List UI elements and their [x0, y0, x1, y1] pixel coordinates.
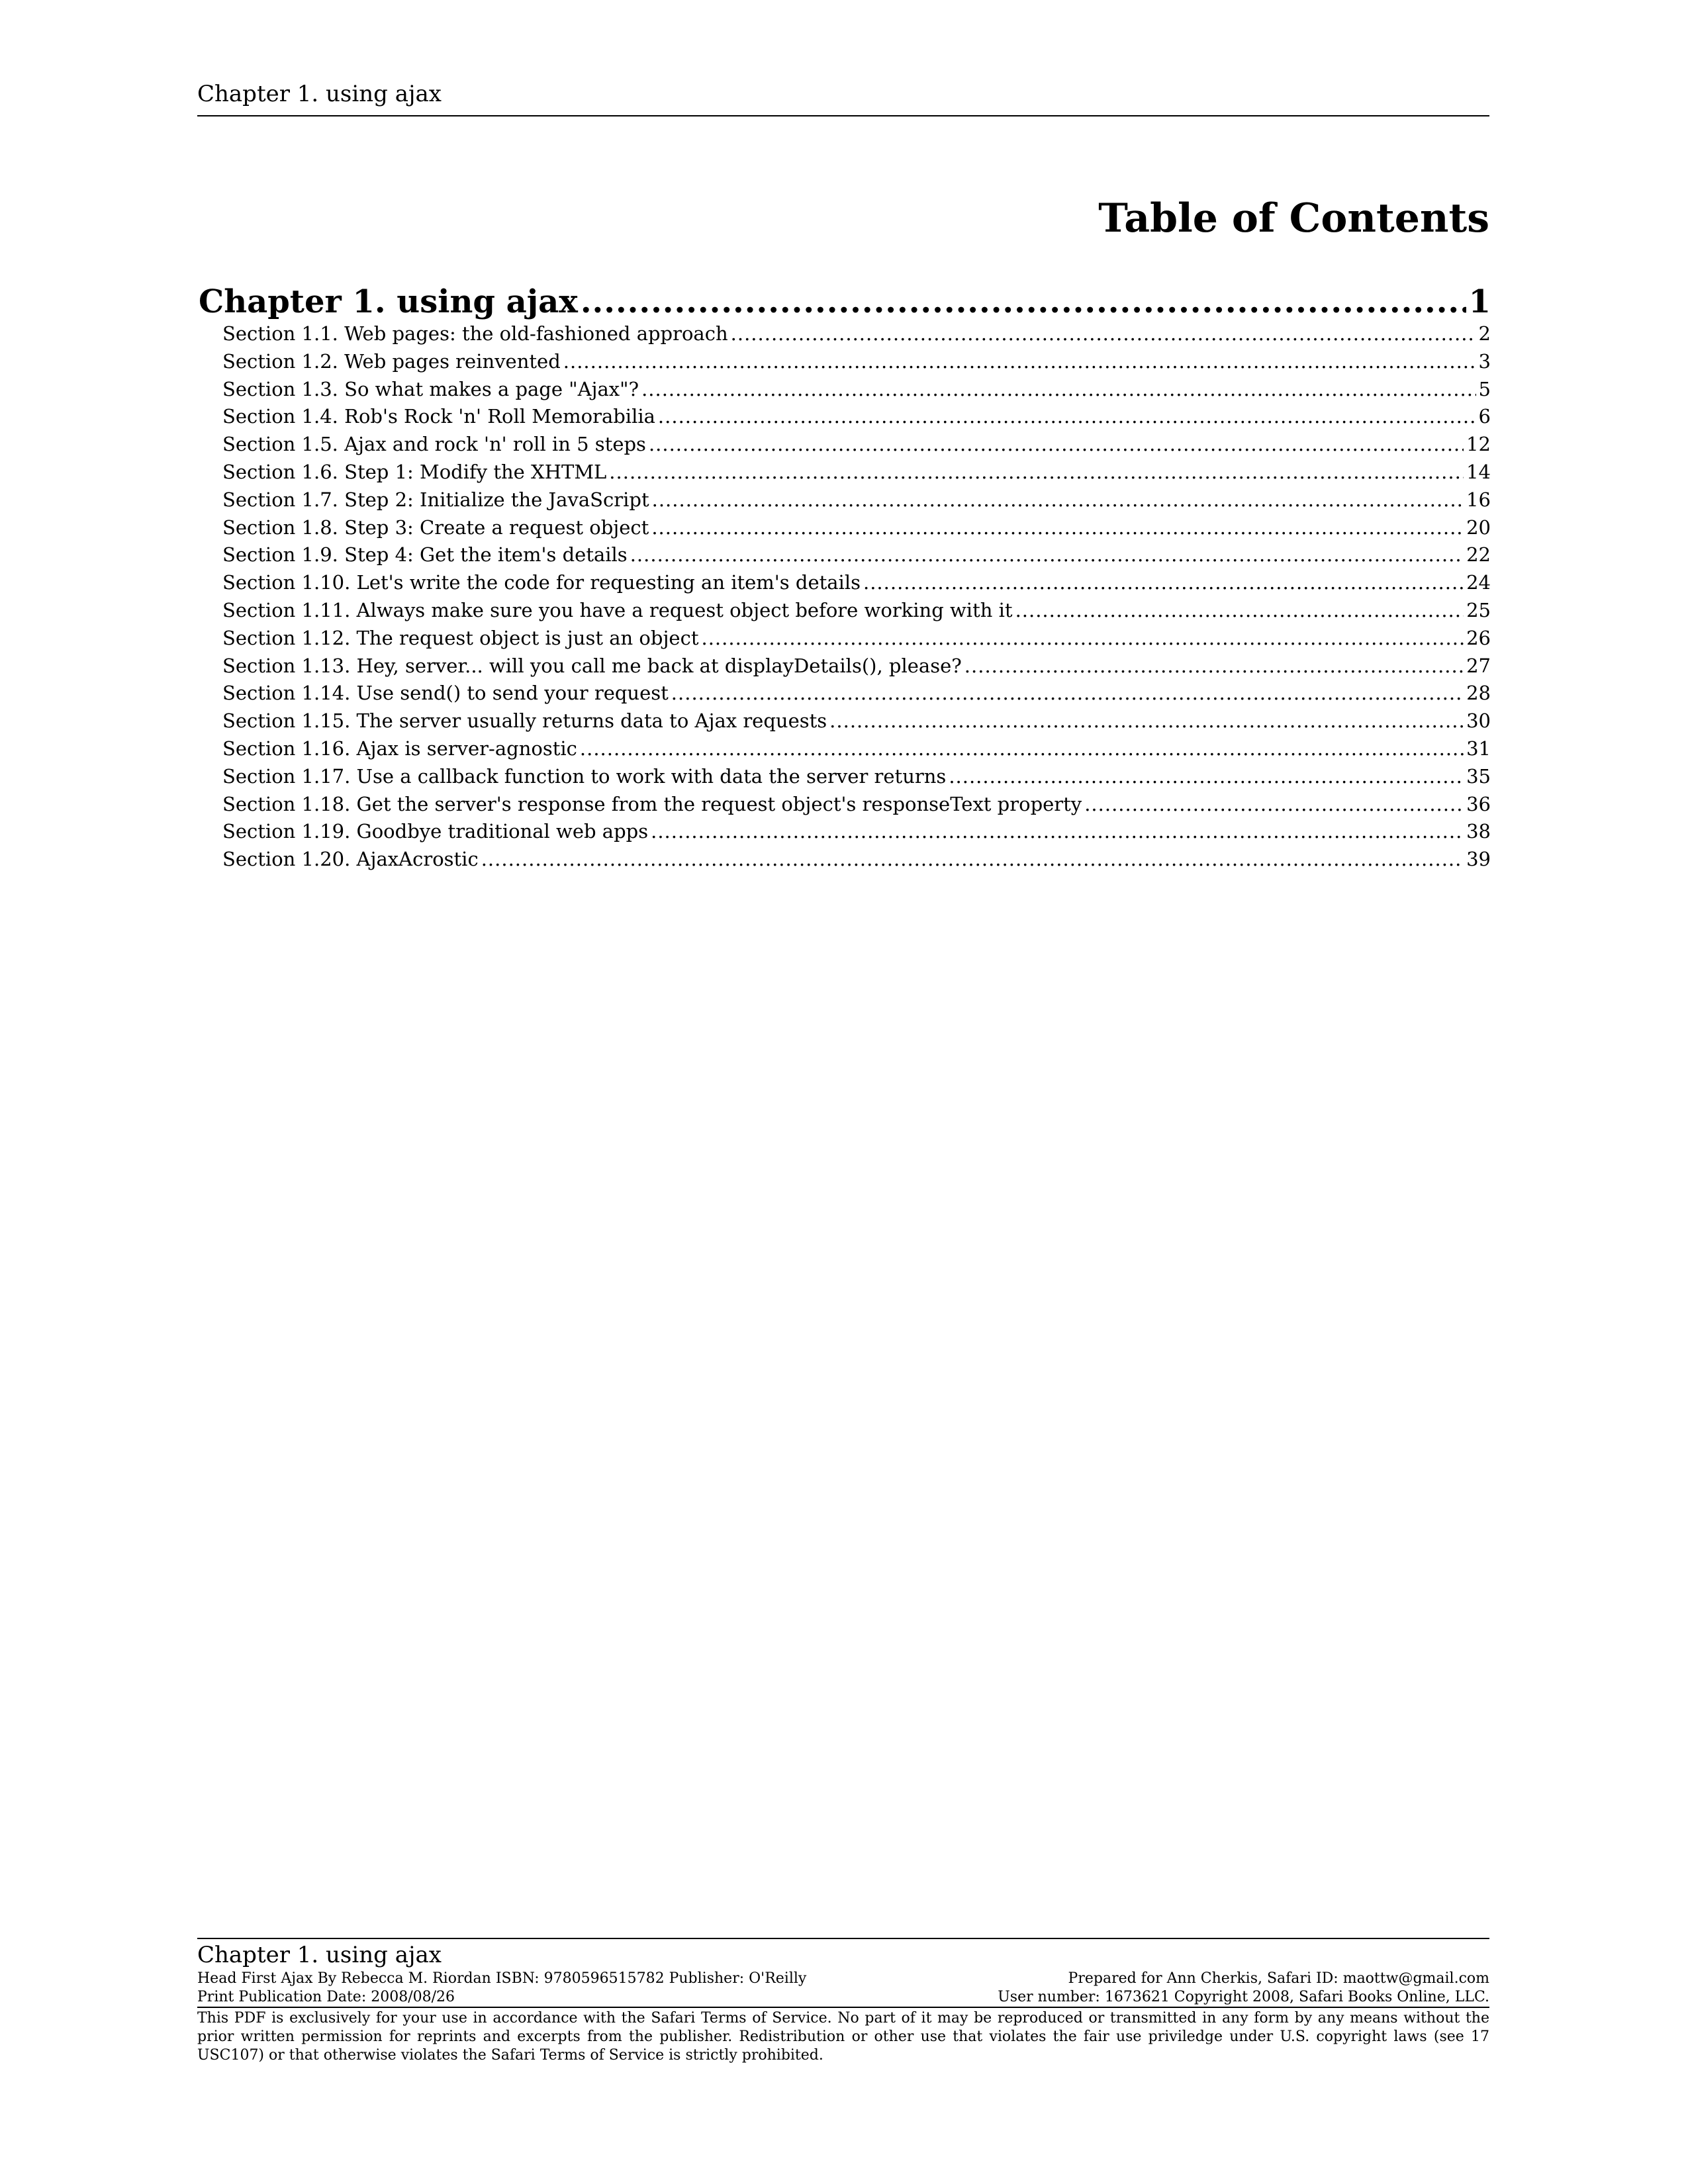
toc-section-entry[interactable]: [222, 846, 1491, 874]
toc-section-label: Section 1.2. Web pages reinvented: [222, 349, 561, 373]
toc-section-label: Section 1.15. The server usually returns data to Ajax requests: [222, 709, 827, 733]
toc-section-label: Section 1.8. Step 3: Create a request object: [222, 516, 649, 539]
toc-leader-dots: [964, 653, 1464, 680]
toc-section-page: 27: [1466, 654, 1491, 677]
toc-section-label: Section 1.3. So what makes a page "Ajax"?: [222, 377, 639, 400]
toc-section-entry[interactable]: [222, 348, 1491, 376]
toc-section-label: Section 1.18. Get the server's response from the request object's responseText property: [222, 792, 1082, 815]
toc-section-page: 31: [1466, 737, 1491, 760]
toc-section-page: 6: [1478, 405, 1491, 428]
footer-pub-date: Print Publication Date: 2008/08/26: [197, 1989, 455, 2005]
toc-leader-dots: [651, 514, 1464, 542]
toc-section-page: 36: [1466, 792, 1491, 815]
toc-leader-dots: [863, 569, 1464, 597]
toc-leader-dots: [609, 459, 1464, 486]
footer-user-copyright: User number: 1673621 Copyright 2008, Safari Books Online, LLC.: [998, 1989, 1489, 2005]
toc-leader-dots: [563, 348, 1476, 376]
toc-section-entry[interactable]: [222, 569, 1491, 597]
toc-section-label: Section 1.10. Let's write the code for requesting an item's details: [222, 571, 861, 594]
toc-heading: Table of Contents: [1098, 195, 1489, 242]
toc-leader-dots: [671, 680, 1464, 707]
toc-section-page: 20: [1466, 516, 1491, 539]
toc-section-label: Section 1.14. Use send() to send your request: [222, 682, 669, 705]
footer-book-line: [197, 1970, 1489, 1988]
footer-chapter: Chapter 1. using ajax: [197, 1942, 442, 1968]
toc-section-entry[interactable]: [222, 625, 1491, 653]
toc-section-list: [222, 320, 1491, 874]
toc-section-page: 16: [1466, 488, 1491, 511]
toc-section-page: 28: [1466, 682, 1491, 705]
toc-section-entry[interactable]: [222, 459, 1491, 486]
toc-leader-dots: [1015, 597, 1464, 625]
toc-leader-dots: [580, 735, 1464, 763]
toc-section-entry[interactable]: [222, 735, 1491, 763]
footer-notice: This PDF is exclusively for your use in accordance with the Safari Terms of Service. No part of it may be reproduced or transmitted in any form by any means without the prior written permission for reprints and excerpts from the publisher. Redistribution or other use that violates the fair use priviledge under U.S. copyright laws (see 17 USC107) or that otherwise violates the Safari Terms of Service is strictly prohibited.: [197, 2010, 1489, 2064]
toc-section-entry[interactable]: [222, 320, 1491, 348]
toc-section-page: 22: [1466, 543, 1491, 567]
toc-leader-dots: [641, 376, 1476, 404]
toc-chapter-entry[interactable]: [199, 278, 1491, 326]
toc-section-page: 14: [1466, 460, 1491, 483]
toc-section-entry[interactable]: [222, 376, 1491, 404]
toc-leader-dots: [949, 763, 1464, 791]
page-footer: [197, 1938, 1489, 2065]
toc-leader-dots: [581, 278, 1466, 326]
toc-section-label: Section 1.9. Step 4: Get the item's details: [222, 543, 628, 567]
toc-leader-dots: [1084, 791, 1464, 819]
toc-section-label: Section 1.12. The request object is just an object: [222, 626, 699, 649]
toc-section-label: Section 1.7. Step 2: Initialize the JavaScript: [222, 488, 649, 511]
toc-section-entry[interactable]: [222, 818, 1491, 846]
toc-section-page: 12: [1466, 433, 1491, 456]
toc-section-page: 35: [1466, 764, 1491, 788]
toc-section-label: Section 1.4. Rob's Rock 'n' Roll Memorabilia: [222, 405, 655, 428]
toc-section-entry[interactable]: [222, 791, 1491, 819]
toc-section-label: Section 1.5. Ajax and rock 'n' roll in 5 steps: [222, 433, 646, 456]
toc-section-page: 2: [1478, 322, 1491, 345]
toc-section-entry[interactable]: [222, 403, 1491, 431]
toc-section-entry[interactable]: [222, 653, 1491, 680]
toc-leader-dots: [702, 625, 1464, 653]
toc-section-page: 25: [1466, 598, 1491, 621]
toc-section-page: 30: [1466, 709, 1491, 733]
toc-section-entry[interactable]: [222, 541, 1491, 569]
toc-section-page: 39: [1466, 848, 1491, 871]
toc-section-entry[interactable]: [222, 486, 1491, 514]
toc-leader-dots: [630, 541, 1464, 569]
toc-leader-dots: [651, 818, 1464, 846]
toc-section-page: 5: [1478, 377, 1491, 400]
toc-section-label: Section 1.11. Always make sure you have a request object before working with it: [222, 598, 1013, 621]
toc-section-page: 38: [1466, 820, 1491, 843]
toc-chapter-page: 1: [1468, 283, 1491, 320]
toc-section-label: Section 1.6. Step 1: Modify the XHTML: [222, 460, 607, 483]
toc-section-label: Section 1.20. AjaxAcrostic: [222, 848, 479, 871]
footer-prepared-for: Prepared for Ann Cherkis, Safari ID: maottw@gmail.com: [1068, 1970, 1489, 1987]
toc-section-label: Section 1.17. Use a callback function to work with data the server returns: [222, 764, 947, 788]
toc-leader-dots: [481, 846, 1464, 874]
toc-leader-dots: [658, 403, 1476, 431]
toc-section-label: Section 1.13. Hey, server... will you call me back at displayDetails(), please?: [222, 654, 962, 677]
toc-section-page: 3: [1478, 349, 1491, 373]
toc-section-entry[interactable]: [222, 707, 1491, 735]
toc-section-label: Section 1.19. Goodbye traditional web apps: [222, 820, 649, 843]
running-title: Chapter 1. using ajax: [197, 81, 442, 107]
toc-chapter-label: Chapter 1. using ajax: [199, 283, 578, 320]
toc-section-entry[interactable]: [222, 431, 1491, 459]
toc-section-page: 24: [1466, 571, 1491, 594]
toc-section-entry[interactable]: [222, 597, 1491, 625]
toc-section-entry[interactable]: [222, 514, 1491, 542]
toc-section-entry[interactable]: [222, 763, 1491, 791]
toc-section-label: Section 1.16. Ajax is server-agnostic: [222, 737, 577, 760]
page-header: [197, 79, 1489, 116]
toc-leader-dots: [652, 486, 1464, 514]
toc-leader-dots: [649, 431, 1464, 459]
footer-book-info: Head First Ajax By Rebecca M. Riordan ISBN: 9780596515782 Publisher: O'Reilly: [197, 1970, 807, 1987]
footer-pub-line: [197, 1988, 1489, 2008]
toc-section-entry[interactable]: [222, 680, 1491, 707]
toc-section-page: 26: [1466, 626, 1491, 649]
toc-section-label: Section 1.1. Web pages: the old-fashioned approach: [222, 322, 728, 345]
toc-leader-dots: [731, 320, 1476, 348]
toc-leader-dots: [829, 707, 1464, 735]
